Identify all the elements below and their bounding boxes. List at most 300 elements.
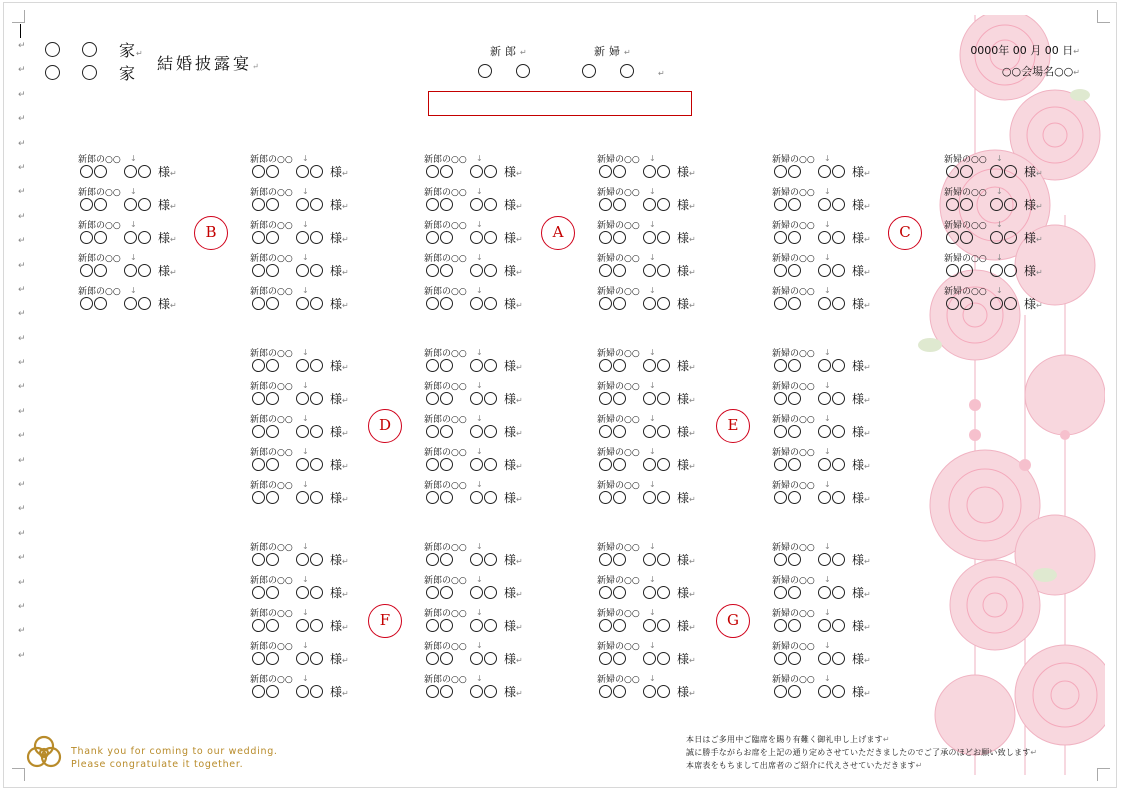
guest-seat[interactable]: 新婦の○○ ↓ 様↵ bbox=[597, 187, 696, 212]
guest-seat[interactable]: 新婦の○○ ↓ 様↵ bbox=[597, 414, 696, 439]
guest-seat[interactable]: 新郎の○○ ↓ 様↵ bbox=[250, 348, 349, 373]
honorific: 様 bbox=[852, 619, 865, 633]
guest-name: 様↵ bbox=[599, 456, 696, 473]
guest-name: 様↵ bbox=[774, 229, 871, 246]
placeholder-circle bbox=[484, 198, 497, 211]
paragraph-marks: ↵ ↵ ↵ ↵ ↵ ↵ ↵ ↵ ↵ ↵ ↵ ↵ ↵ ↵ ↵ ↵ ↵ ↵ ↵ ↵ ↵ ↵ ↵ ↵ ↵ ↵ bbox=[18, 41, 26, 661]
placeholder-circle bbox=[138, 231, 151, 244]
placeholder-circle bbox=[138, 198, 151, 211]
placeholder-circle bbox=[620, 64, 634, 78]
note-line-2-text: 誠に勝手ながらお席を上記の通り定めさせていただきましたのでご了承のほどお願い致します bbox=[686, 748, 1031, 757]
guest-name: 様↵ bbox=[252, 295, 349, 312]
placeholder-circle bbox=[643, 458, 656, 471]
honorific: 様 bbox=[852, 359, 865, 373]
guest-seat[interactable]: 新郎の○○ ↓ 様↵ bbox=[424, 414, 523, 439]
placeholder-circle bbox=[643, 231, 656, 244]
guest-seat[interactable]: 新郎の○○ ↓ 様↵ bbox=[424, 286, 523, 311]
placeholder-circle bbox=[613, 264, 626, 277]
table-label-d[interactable]: D bbox=[368, 409, 402, 443]
placeholder-circle bbox=[818, 491, 831, 504]
guest-seat[interactable]: 新婦の○○ ↓ 様↵ bbox=[597, 674, 696, 699]
guest-name: 様↵ bbox=[252, 650, 349, 667]
placeholder-circle bbox=[643, 491, 656, 504]
guest-seat[interactable]: 新婦の○○ ↓ 様↵ bbox=[597, 348, 696, 373]
guest-seat[interactable]: 新婦の○○ ↓ 様↵ bbox=[772, 286, 871, 311]
main-table-box[interactable] bbox=[428, 91, 692, 116]
placeholder-circle bbox=[990, 165, 1003, 178]
guest-seat[interactable]: 新婦の○○ ↓ 様↵ bbox=[944, 253, 1043, 278]
honorific: 様 bbox=[677, 619, 690, 633]
placeholder-circle bbox=[252, 425, 265, 438]
guest-name: 様↵ bbox=[252, 584, 349, 601]
guest-seat[interactable]: 新郎の○○ ↓ 様↵ bbox=[424, 447, 523, 472]
guest-name: 様↵ bbox=[426, 196, 523, 213]
table-label-b[interactable]: B bbox=[194, 216, 228, 250]
guest-seat[interactable]: 新郎の○○ ↓ 様↵ bbox=[250, 542, 349, 567]
honorific: 様 bbox=[677, 586, 690, 600]
placeholder-circle bbox=[470, 359, 483, 372]
placeholder-circle bbox=[599, 392, 612, 405]
placeholder-circle bbox=[426, 425, 439, 438]
placeholder-circle bbox=[599, 619, 612, 632]
placeholder-circle bbox=[252, 652, 265, 665]
guest-seat[interactable]: 新婦の○○ ↓ 様↵ bbox=[772, 381, 871, 406]
placeholder-circle bbox=[613, 165, 626, 178]
placeholder-circle bbox=[80, 198, 93, 211]
placeholder-circle bbox=[788, 297, 801, 310]
guest-relation: 新郎の○○ bbox=[250, 349, 293, 359]
guest-name: 様↵ bbox=[774, 617, 871, 634]
placeholder-circle bbox=[818, 652, 831, 665]
guest-seat[interactable]: 新婦の○○ ↓ 様↵ bbox=[597, 154, 696, 179]
honorific: 様 bbox=[330, 586, 343, 600]
guest-seat[interactable]: 新郎の○○ ↓ 様↵ bbox=[250, 641, 349, 666]
placeholder-circle bbox=[788, 619, 801, 632]
honorific: 様 bbox=[330, 652, 343, 666]
placeholder-circle bbox=[252, 359, 265, 372]
placeholder-circle bbox=[440, 165, 453, 178]
placeholder-circle bbox=[832, 297, 845, 310]
guest-name: 様↵ bbox=[252, 229, 349, 246]
honorific: 様 bbox=[677, 553, 690, 567]
guest-seat[interactable]: 新婦の○○ ↓ 様↵ bbox=[944, 220, 1043, 245]
placeholder-circle bbox=[426, 553, 439, 566]
guest-seat[interactable]: 新婦の○○ ↓ 様↵ bbox=[597, 253, 696, 278]
placeholder-circle bbox=[440, 491, 453, 504]
guest-relation: 新婦の○○ bbox=[772, 543, 815, 553]
placeholder-circle bbox=[657, 619, 670, 632]
guest-seat[interactable]: 新婦の○○ ↓ 様↵ bbox=[772, 674, 871, 699]
placeholder-circle bbox=[643, 264, 656, 277]
placeholder-circle bbox=[599, 231, 612, 244]
placeholder-circle bbox=[613, 586, 626, 599]
honorific: 様 bbox=[677, 392, 690, 406]
guest-seat[interactable]: 新郎の○○ ↓ 様↵ bbox=[78, 286, 177, 311]
guest-seat[interactable]: 新郎の○○ ↓ 様↵ bbox=[250, 674, 349, 699]
placeholder-circle bbox=[94, 297, 107, 310]
guest-seat[interactable]: 新婦の○○ ↓ 様↵ bbox=[597, 480, 696, 505]
guest-relation: 新婦の○○ bbox=[597, 415, 640, 425]
table-label-a[interactable]: A bbox=[541, 216, 575, 250]
guest-seat[interactable]: 新婦の○○ ↓ 様↵ bbox=[597, 286, 696, 311]
guest-seat[interactable]: 新郎の○○ ↓ 様↵ bbox=[78, 154, 177, 179]
guest-relation: 新婦の○○ bbox=[597, 576, 640, 586]
guest-seat[interactable]: 新婦の○○ ↓ 様↵ bbox=[772, 542, 871, 567]
placeholder-circle bbox=[484, 458, 497, 471]
guest-seat[interactable]: 新郎の○○ ↓ 様↵ bbox=[424, 641, 523, 666]
placeholder-circle bbox=[80, 231, 93, 244]
guest-relation: 新郎の○○ bbox=[424, 481, 467, 491]
table-label-e[interactable]: E bbox=[716, 409, 750, 443]
guest-seat[interactable]: 新郎の○○ ↓ 様↵ bbox=[78, 253, 177, 278]
placeholder-circle bbox=[788, 586, 801, 599]
placeholder-circle bbox=[124, 231, 137, 244]
guest-seat[interactable]: 新婦の○○ ↓ 様↵ bbox=[597, 575, 696, 600]
guest-seat[interactable]: 新郎の○○ ↓ 様↵ bbox=[250, 608, 349, 633]
guest-relation: 新郎の○○ bbox=[250, 155, 293, 165]
placeholder-circle bbox=[266, 619, 279, 632]
placeholder-circle bbox=[296, 652, 309, 665]
placeholder-circle bbox=[832, 586, 845, 599]
placeholder-circle bbox=[613, 231, 626, 244]
placeholder-circle bbox=[266, 231, 279, 244]
guest-seat[interactable]: 新婦の○○ ↓ 様↵ bbox=[944, 286, 1043, 311]
guest-name: 様↵ bbox=[774, 423, 871, 440]
placeholder-circle bbox=[310, 458, 323, 471]
placeholder-circle bbox=[426, 685, 439, 698]
guest-seat[interactable]: 新郎の○○ ↓ 様↵ bbox=[250, 220, 349, 245]
guest-relation: 新婦の○○ bbox=[597, 481, 640, 491]
guest-seat[interactable]: 新婦の○○ ↓ 様↵ bbox=[772, 575, 871, 600]
guest-relation: 新郎の○○ bbox=[250, 675, 293, 685]
guest-name: 様↵ bbox=[774, 163, 871, 180]
placeholder-circle bbox=[599, 425, 612, 438]
guest-seat[interactable]: 新郎の○○ ↓ 様↵ bbox=[250, 253, 349, 278]
placeholder-circle bbox=[426, 652, 439, 665]
placeholder-circle bbox=[310, 619, 323, 632]
guest-relation: 新郎の○○ bbox=[424, 448, 467, 458]
event-title: 結婚披露宴↵ bbox=[157, 54, 262, 73]
placeholder-circle bbox=[426, 458, 439, 471]
placeholder-circle bbox=[484, 359, 497, 372]
placeholder-circle bbox=[484, 652, 497, 665]
placeholder-circle bbox=[426, 359, 439, 372]
placeholder-circle bbox=[484, 392, 497, 405]
guest-relation: 新郎の○○ bbox=[78, 188, 121, 198]
placeholder-circle bbox=[124, 264, 137, 277]
placeholder-circle bbox=[296, 458, 309, 471]
guest-name: 様↵ bbox=[599, 163, 696, 180]
groom-label-text: 新郎 bbox=[490, 45, 520, 58]
placeholder-circle bbox=[818, 392, 831, 405]
guest-name: 様↵ bbox=[774, 650, 871, 667]
guest-seat[interactable]: 新郎の○○ ↓ 様↵ bbox=[424, 575, 523, 600]
table-label-g[interactable]: G bbox=[716, 604, 750, 638]
guest-relation: 新婦の○○ bbox=[772, 609, 815, 619]
guest-relation: 新婦の○○ bbox=[597, 221, 640, 231]
guest-name: 様↵ bbox=[252, 163, 349, 180]
honorific: 様 bbox=[677, 198, 690, 212]
placeholder-circle bbox=[818, 165, 831, 178]
guest-seat[interactable]: 新郎の○○ ↓ 様↵ bbox=[250, 187, 349, 212]
guest-name: 様↵ bbox=[252, 262, 349, 279]
guest-seat[interactable]: 新婦の○○ ↓ 様↵ bbox=[772, 348, 871, 373]
guest-name: 様↵ bbox=[426, 489, 523, 506]
honorific: 様 bbox=[330, 425, 343, 439]
event-date-text: 0000年 00 月 00 日 bbox=[970, 44, 1074, 57]
guest-seat[interactable]: 新婦の○○ ↓ 様↵ bbox=[772, 414, 871, 439]
guest-name: 様↵ bbox=[252, 357, 349, 374]
honorific: 様 bbox=[677, 491, 690, 505]
guest-relation: 新郎の○○ bbox=[424, 642, 467, 652]
guest-seat[interactable]: 新婦の○○ ↓ 様↵ bbox=[772, 641, 871, 666]
guest-seat[interactable]: 新婦の○○ ↓ 様↵ bbox=[597, 542, 696, 567]
honorific: 様 bbox=[330, 297, 343, 311]
placeholder-circle bbox=[440, 231, 453, 244]
placeholder-circle bbox=[946, 231, 959, 244]
guest-relation: 新婦の○○ bbox=[597, 287, 640, 297]
placeholder-circle bbox=[643, 586, 656, 599]
guest-relation: 新郎の○○ bbox=[250, 642, 293, 652]
placeholder-circle bbox=[470, 198, 483, 211]
honorific: 様 bbox=[852, 264, 865, 278]
guest-seat[interactable]: 新婦の○○ ↓ 様↵ bbox=[772, 253, 871, 278]
placeholder-circle bbox=[252, 198, 265, 211]
honorific: 様 bbox=[677, 165, 690, 179]
guest-name: 様↵ bbox=[774, 551, 871, 568]
placeholder-circle bbox=[818, 458, 831, 471]
guest-relation: 新郎の○○ bbox=[424, 349, 467, 359]
guest-seat[interactable]: 新婦の○○ ↓ 様↵ bbox=[772, 220, 871, 245]
honorific: 様 bbox=[852, 685, 865, 699]
guest-seat[interactable]: 新郎の○○ ↓ 様↵ bbox=[250, 447, 349, 472]
guest-seat[interactable]: 新郎の○○ ↓ 様↵ bbox=[424, 674, 523, 699]
guest-seat[interactable]: 新郎の○○ ↓ 様↵ bbox=[424, 154, 523, 179]
guest-relation: 新婦の○○ bbox=[944, 221, 987, 231]
note-line-2: 誠に勝手ながらお席を上記の通り定めさせていただきましたのでご了承のほどお願い致します↵ bbox=[686, 748, 1038, 757]
placeholder-circle bbox=[832, 264, 845, 277]
placeholder-circle bbox=[643, 652, 656, 665]
guest-relation: 新郎の○○ bbox=[250, 481, 293, 491]
placeholder-circle bbox=[266, 586, 279, 599]
guest-name: 様↵ bbox=[426, 390, 523, 407]
placeholder-circle bbox=[296, 491, 309, 504]
guest-seat[interactable]: 新郎の○○ ↓ 様↵ bbox=[424, 542, 523, 567]
footer-notes bbox=[686, 733, 1037, 772]
placeholder-circle bbox=[832, 198, 845, 211]
venue-name-text: ○○会場名○○ bbox=[1001, 65, 1074, 78]
placeholder-circle bbox=[426, 392, 439, 405]
honorific: 様 bbox=[330, 685, 343, 699]
placeholder-circle bbox=[657, 491, 670, 504]
guest-relation: 新郎の○○ bbox=[250, 287, 293, 297]
guest-seat[interactable]: 新郎の○○ ↓ 様↵ bbox=[424, 480, 523, 505]
placeholder-circle bbox=[484, 165, 497, 178]
guest-relation: 新婦の○○ bbox=[772, 221, 815, 231]
honorific: 様 bbox=[852, 392, 865, 406]
placeholder-circle bbox=[832, 425, 845, 438]
guest-name: 様↵ bbox=[80, 196, 177, 213]
guest-name: 様↵ bbox=[80, 229, 177, 246]
honorific: 様 bbox=[1024, 198, 1037, 212]
placeholder-circle bbox=[124, 198, 137, 211]
placeholder-circle bbox=[599, 264, 612, 277]
guest-name: 様↵ bbox=[774, 295, 871, 312]
guest-seat[interactable]: 新婦の○○ ↓ 様↵ bbox=[772, 608, 871, 633]
placeholder-circle bbox=[643, 553, 656, 566]
guest-relation: 新婦の○○ bbox=[597, 382, 640, 392]
guest-seat[interactable]: 新郎の○○ ↓ 様↵ bbox=[424, 381, 523, 406]
guest-seat[interactable]: 新郎の○○ ↓ 様↵ bbox=[424, 608, 523, 633]
guest-name: 様↵ bbox=[599, 489, 696, 506]
placeholder-circle bbox=[310, 553, 323, 566]
guest-seat[interactable]: 新婦の○○ ↓ 様↵ bbox=[772, 187, 871, 212]
placeholder-circle bbox=[599, 165, 612, 178]
guest-seat[interactable]: 新郎の○○ ↓ 様↵ bbox=[250, 381, 349, 406]
note-line-3: 本席表をもちまして出席者のご紹介に代えさせていただきます↵ bbox=[686, 761, 923, 770]
guest-seat[interactable]: 新郎の○○ ↓ 様↵ bbox=[78, 187, 177, 212]
guest-seat[interactable]: 新郎の○○ ↓ 様↵ bbox=[424, 220, 523, 245]
crop-mark bbox=[12, 10, 25, 23]
placeholder-circle bbox=[613, 359, 626, 372]
guest-relation: 新郎の○○ bbox=[250, 188, 293, 198]
placeholder-circle bbox=[470, 231, 483, 244]
guest-seat[interactable]: 新婦の○○ ↓ 様↵ bbox=[944, 154, 1043, 179]
placeholder-circle bbox=[266, 458, 279, 471]
guest-relation: 新婦の○○ bbox=[944, 188, 987, 198]
guest-name: 様↵ bbox=[599, 683, 696, 700]
placeholder-circle bbox=[774, 619, 787, 632]
placeholder-circle bbox=[1004, 231, 1017, 244]
placeholder-circle bbox=[94, 264, 107, 277]
guest-seat[interactable]: 新郎の○○ ↓ 様↵ bbox=[250, 480, 349, 505]
guest-name: 様↵ bbox=[774, 357, 871, 374]
placeholder-circle bbox=[310, 165, 323, 178]
placeholder-circle bbox=[960, 297, 973, 310]
guest-relation: 新郎の○○ bbox=[250, 543, 293, 553]
guest-name: 様↵ bbox=[426, 551, 523, 568]
placeholder-circle bbox=[643, 685, 656, 698]
guest-seat[interactable]: 新婦の○○ ↓ 様↵ bbox=[597, 220, 696, 245]
guest-relation: 新婦の○○ bbox=[772, 448, 815, 458]
honorific: 様 bbox=[330, 264, 343, 278]
placeholder-circle bbox=[990, 231, 1003, 244]
honorific: 様 bbox=[504, 652, 517, 666]
guest-relation: 新婦の○○ bbox=[772, 481, 815, 491]
placeholder-circle bbox=[310, 491, 323, 504]
guest-seat[interactable]: 新郎の○○ ↓ 様↵ bbox=[250, 414, 349, 439]
placeholder-circle bbox=[643, 297, 656, 310]
guest-name: 様↵ bbox=[426, 650, 523, 667]
placeholder-circle bbox=[657, 198, 670, 211]
placeholder-circle bbox=[818, 359, 831, 372]
guest-seat[interactable]: 新婦の○○ ↓ 様↵ bbox=[944, 187, 1043, 212]
guest-name: 様↵ bbox=[252, 423, 349, 440]
guest-name: 様↵ bbox=[599, 295, 696, 312]
placeholder-circle bbox=[138, 264, 151, 277]
guest-seat[interactable]: 新郎の○○ ↓ 様↵ bbox=[250, 286, 349, 311]
guest-seat[interactable]: 新婦の○○ ↓ 様↵ bbox=[772, 447, 871, 472]
honorific: 様 bbox=[852, 297, 865, 311]
guest-seat[interactable]: 新婦の○○ ↓ 様↵ bbox=[772, 480, 871, 505]
table-label-f[interactable]: F bbox=[368, 604, 402, 638]
guest-seat[interactable]: 新婦の○○ ↓ 様↵ bbox=[597, 608, 696, 633]
guest-seat[interactable]: 新郎の○○ ↓ 様↵ bbox=[250, 154, 349, 179]
honorific: 様 bbox=[330, 553, 343, 567]
guest-seat[interactable]: 新婦の○○ ↓ 様↵ bbox=[772, 154, 871, 179]
guest-seat[interactable]: 新郎の○○ ↓ 様↵ bbox=[78, 220, 177, 245]
guest-name: 様↵ bbox=[599, 650, 696, 667]
honorific: 様 bbox=[158, 231, 171, 245]
guest-relation: 新郎の○○ bbox=[250, 415, 293, 425]
placeholder-circle bbox=[296, 392, 309, 405]
guest-relation: 新郎の○○ bbox=[424, 382, 467, 392]
guest-name: 様↵ bbox=[774, 456, 871, 473]
guest-name: 様↵ bbox=[252, 390, 349, 407]
honorific: 様 bbox=[852, 165, 865, 179]
honorific: 様 bbox=[852, 491, 865, 505]
placeholder-circle bbox=[818, 619, 831, 632]
placeholder-circle bbox=[470, 392, 483, 405]
groom-name bbox=[478, 64, 554, 79]
guest-relation: 新婦の○○ bbox=[597, 675, 640, 685]
thanks-line-1: Thank you for coming to our wedding. bbox=[71, 746, 278, 757]
guest-relation: 新婦の○○ bbox=[772, 576, 815, 586]
bride-label: 新婦↵ bbox=[594, 45, 635, 58]
honorific: 様 bbox=[504, 392, 517, 406]
placeholder-circle bbox=[613, 685, 626, 698]
placeholder-circle bbox=[484, 685, 497, 698]
placeholder-circle bbox=[440, 458, 453, 471]
placeholder-circle bbox=[470, 425, 483, 438]
placeholder-circle bbox=[440, 297, 453, 310]
placeholder-circle bbox=[310, 425, 323, 438]
placeholder-circle bbox=[310, 685, 323, 698]
honorific: 様 bbox=[677, 264, 690, 278]
guest-relation: 新郎の○○ bbox=[424, 543, 467, 553]
table-label-c[interactable]: C bbox=[888, 216, 922, 250]
placeholder-circle bbox=[818, 231, 831, 244]
placeholder-circle bbox=[613, 297, 626, 310]
placeholder-circle bbox=[440, 264, 453, 277]
placeholder-circle bbox=[818, 297, 831, 310]
placeholder-circle bbox=[788, 165, 801, 178]
guest-seat[interactable]: 新婦の○○ ↓ 様↵ bbox=[597, 447, 696, 472]
placeholder-circle bbox=[484, 619, 497, 632]
placeholder-circle bbox=[657, 685, 670, 698]
honorific: 様 bbox=[504, 198, 517, 212]
placeholder-circle bbox=[426, 619, 439, 632]
honorific: 様 bbox=[330, 165, 343, 179]
honorific: 様 bbox=[1024, 264, 1037, 278]
placeholder-circle bbox=[774, 553, 787, 566]
guest-seat[interactable]: 新郎の○○ ↓ 様↵ bbox=[424, 187, 523, 212]
guest-seat[interactable]: 新婦の○○ ↓ 様↵ bbox=[597, 381, 696, 406]
guest-seat[interactable]: 新郎の○○ ↓ 様↵ bbox=[424, 253, 523, 278]
guest-seat[interactable]: 新郎の○○ ↓ 様↵ bbox=[424, 348, 523, 373]
guest-seat[interactable]: 新婦の○○ ↓ 様↵ bbox=[597, 641, 696, 666]
placeholder-circle bbox=[818, 685, 831, 698]
guest-name: 様↵ bbox=[252, 683, 349, 700]
placeholder-circle bbox=[252, 392, 265, 405]
guest-relation: 新郎の○○ bbox=[424, 155, 467, 165]
placeholder-circle bbox=[484, 264, 497, 277]
guest-name: 様↵ bbox=[426, 295, 523, 312]
event-title-text: 結婚披露宴 bbox=[157, 54, 253, 73]
placeholder-circle bbox=[599, 297, 612, 310]
guest-seat[interactable]: 新郎の○○ ↓ 様↵ bbox=[250, 575, 349, 600]
placeholder-circle bbox=[296, 297, 309, 310]
